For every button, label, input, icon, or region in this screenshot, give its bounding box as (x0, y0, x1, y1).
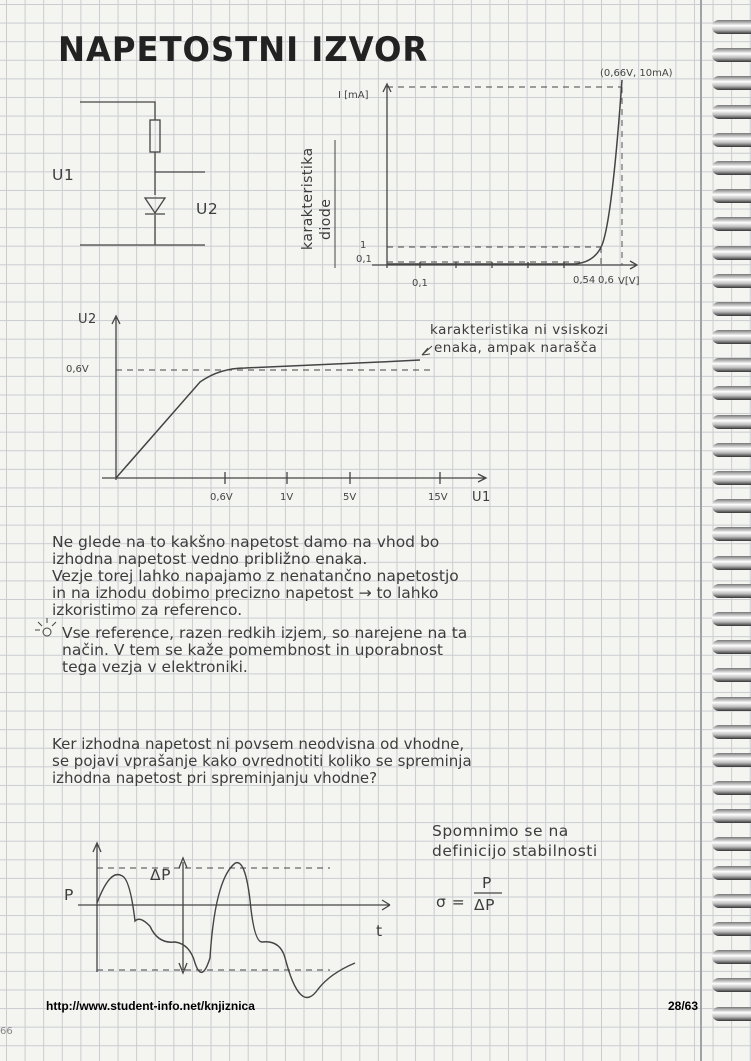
diode-y-label: I [mA] (338, 90, 369, 101)
formula-numerator: P (482, 874, 492, 892)
signal-chart (78, 843, 390, 997)
page-title: NAPETOSTNI IZVOR (58, 30, 429, 70)
text-line: izkoristimo za referenco. (52, 601, 243, 619)
text-line: Vezje torej lahko napajamo z nenatančno napetostjo (52, 567, 459, 585)
transfer-y-label: U2 (78, 312, 97, 327)
formula-denominator: ΔP (474, 896, 495, 914)
text-line: Ker izhodna napetost ni povsem neodvisna od vhodne, (52, 735, 465, 753)
footer-url-link[interactable]: http://www.student-info.net/knjiznica (46, 999, 255, 1013)
text-line: Ne glede na to kakšno napetost damo na vhod bo (52, 533, 440, 551)
transfer-y-axis (112, 316, 120, 480)
signal-x-axis (78, 900, 390, 910)
delta-p-label: ΔP (150, 866, 171, 884)
transfer-y-tick: 0,6V (66, 364, 89, 375)
stability-line-2: definicijo stabilnosti (432, 842, 598, 860)
diode-symbol (145, 198, 165, 214)
annotation-arrow (422, 346, 432, 355)
circuit-diagram (80, 102, 205, 245)
diode-x-tick-054: 0,54 (573, 275, 596, 286)
text-line: se pojavi vprašanje kako ovrednotiti koliko se spreminja (52, 752, 472, 770)
transfer-x-tick-06: 0,6V (210, 492, 233, 503)
text-line: tega vezja v elektroniki. (62, 658, 248, 676)
diode-curve (387, 80, 622, 264)
u2-label: U2 (196, 200, 219, 218)
transfer-x-tick-1: 1V (280, 492, 294, 503)
u1-label: U1 (52, 166, 75, 184)
signal-y-label: P (64, 886, 74, 904)
page-number: 28/63 (668, 999, 699, 1013)
margin-note: 66 (0, 1026, 13, 1037)
paragraph-2 (62, 625, 467, 676)
diode-y-tick-1: 1 (360, 240, 367, 251)
formula-lhs: σ = (436, 893, 466, 911)
diode-point-label: (0,66V, 10mA) (600, 68, 673, 79)
text-line: izhodna napetost pri spreminjanju vhodne? (52, 769, 378, 787)
signal-y-axis (93, 843, 101, 972)
diode-side-label-1: karakteristika (300, 147, 316, 250)
transfer-x-tick-15: 15V (428, 492, 448, 503)
diode-x-tick-01: 0,1 (412, 278, 428, 289)
text-line: izhodna napetost vedno približno enaka. (52, 550, 368, 568)
text-line: način. V tem se kaže pomembnost in uporabnost (62, 641, 443, 659)
signal-curve (97, 863, 355, 998)
delta-p-arrow (179, 858, 187, 973)
transfer-chart (102, 316, 486, 484)
transfer-annotation-2: enaka, ampak narašča (434, 340, 598, 356)
circuit-wires (80, 102, 205, 245)
text-line: Vse reference, razen redkih izjem, so narejene na ta (62, 624, 468, 642)
resistor-symbol (150, 120, 160, 152)
transfer-curve (116, 360, 420, 478)
diode-side-label-2: diode (318, 198, 334, 240)
paragraph-3 (52, 736, 472, 787)
transfer-x-label: U1 (472, 490, 491, 505)
text-line: in na izhodu dobimo precizno napetost → to lahko (52, 584, 439, 602)
diode-y-tick-01: 0,1 (356, 254, 372, 265)
transfer-x-axis (102, 474, 486, 482)
diode-x-tick-06: 0,6 (598, 275, 614, 286)
diode-guide-lines (387, 87, 622, 265)
diode-chart (335, 80, 637, 269)
paragraph-1 (52, 534, 459, 619)
diode-y-axis (383, 84, 391, 268)
stability-line-1: Spomnimo se na (432, 822, 569, 840)
signal-x-label: t (376, 922, 383, 940)
transfer-x-tick-5: 5V (343, 492, 357, 503)
transfer-annotation-1: karakteristika ni vsiskozi (430, 322, 609, 338)
lightbulb-icon (35, 618, 56, 636)
diode-x-label: V[V] (618, 276, 640, 287)
